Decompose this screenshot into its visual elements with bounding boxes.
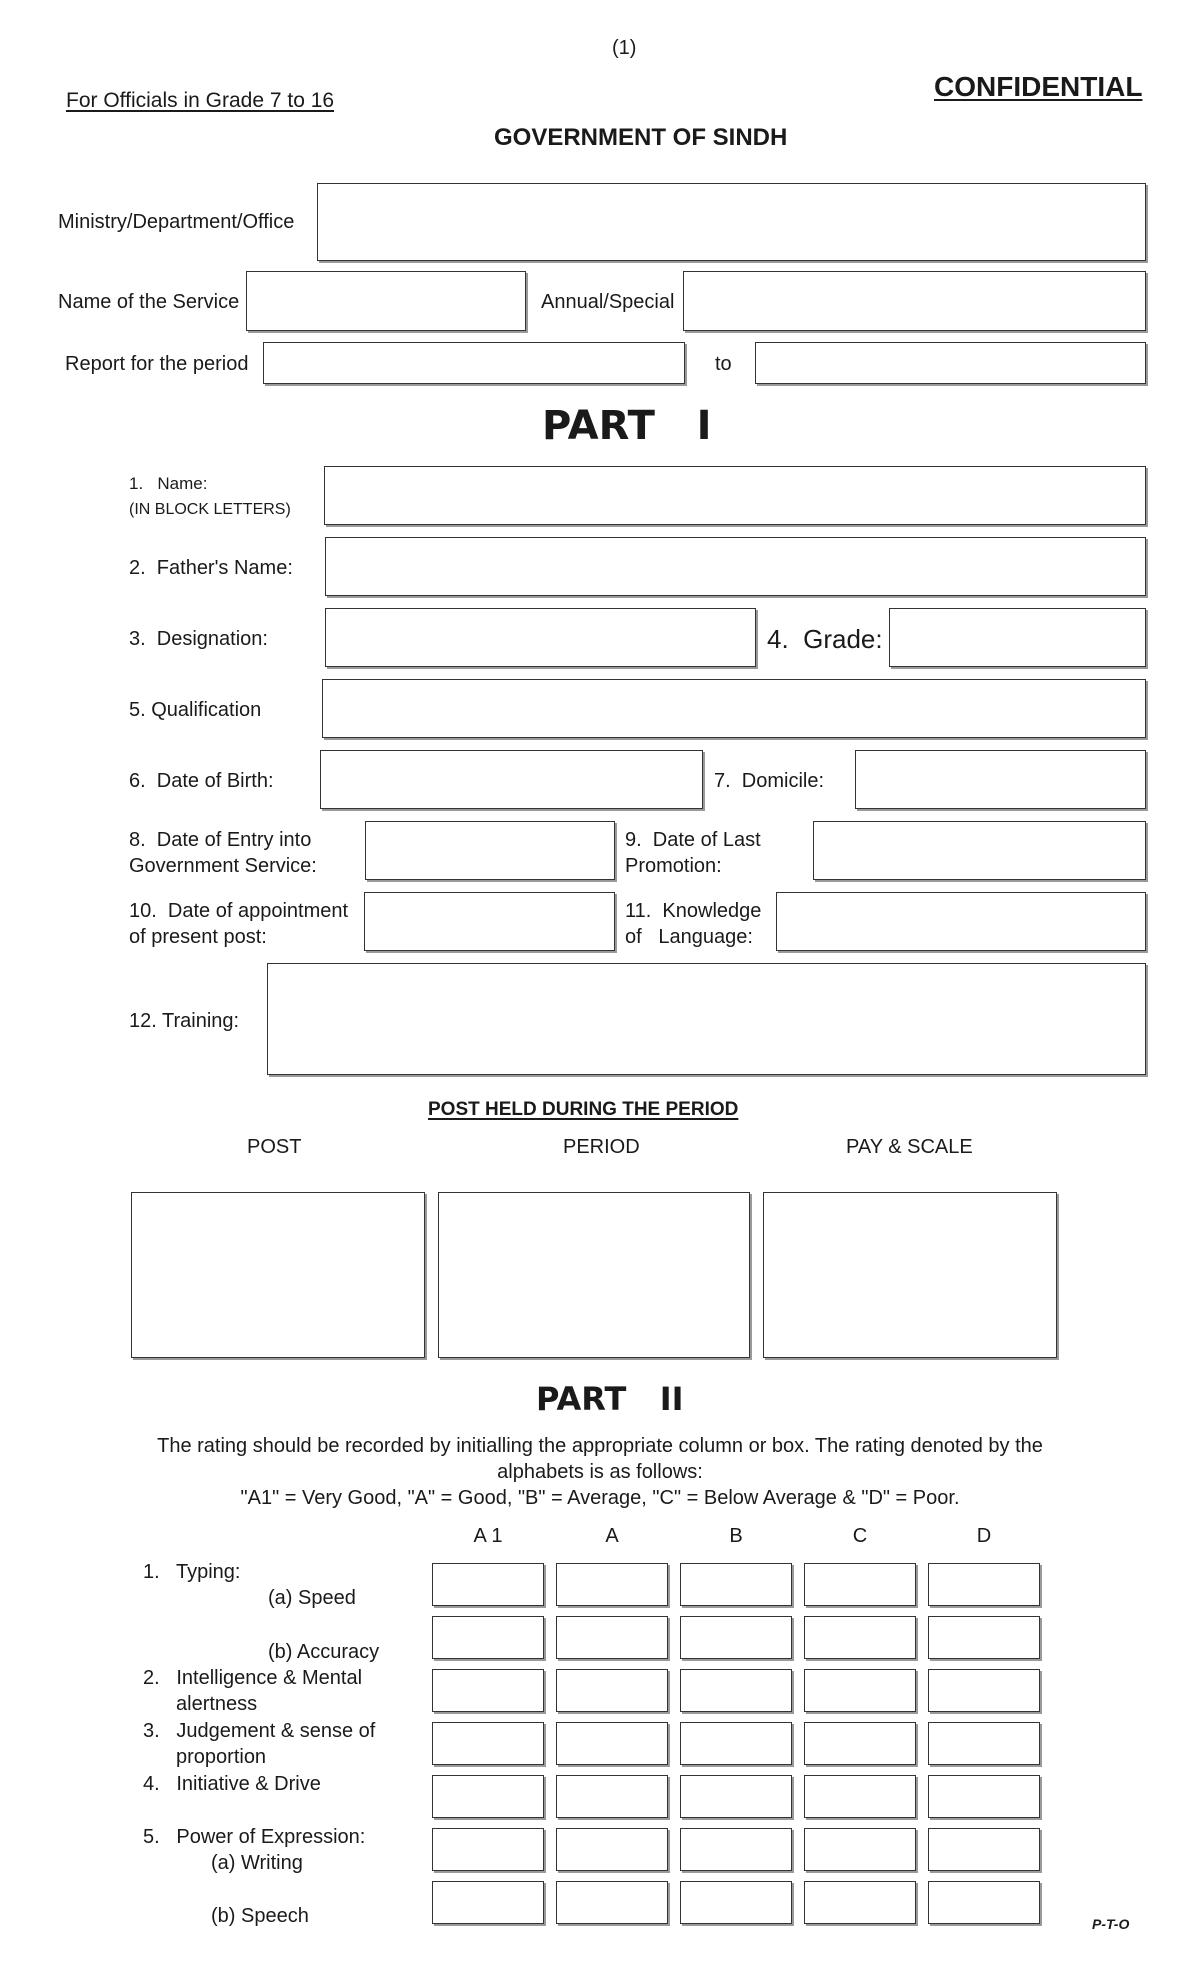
rating-writing-a-box[interactable]	[556, 1828, 668, 1871]
writing-label: (a) Writing	[211, 1852, 303, 1874]
language-field[interactable]	[776, 892, 1146, 951]
rating-judgement-b-box[interactable]	[680, 1722, 792, 1765]
promotion-date-field[interactable]	[813, 821, 1146, 880]
column-d-label: D	[976, 1525, 992, 1547]
rating-accuracy-a1-box[interactable]	[432, 1616, 544, 1659]
annual-special-label: Annual/Special	[541, 291, 675, 313]
accuracy-label: (b) Accuracy	[268, 1641, 380, 1663]
period-field[interactable]	[438, 1192, 750, 1358]
entry-date-field[interactable]	[365, 821, 615, 880]
domicile-field[interactable]	[855, 750, 1146, 809]
pay-scale-column-label: PAY & SCALE	[846, 1136, 973, 1158]
period-column-label: PERIOD	[563, 1136, 640, 1158]
rating-judgement-a1-box[interactable]	[432, 1722, 544, 1765]
entry-label-line2: Government Service:	[129, 855, 317, 877]
rating-writing-d-box[interactable]	[928, 1828, 1040, 1871]
column-c-label: C	[852, 1525, 868, 1547]
designation-label: 3. Designation:	[129, 628, 268, 650]
rating-writing-c-box[interactable]	[804, 1828, 916, 1871]
speed-label: (a) Speed	[268, 1587, 356, 1609]
appointment-label-line2: of present post:	[129, 926, 267, 948]
column-a-label: A	[605, 1525, 619, 1547]
post-field[interactable]	[131, 1192, 425, 1358]
part-one-title: PART I	[542, 403, 712, 449]
government-title: GOVERNMENT OF SINDH	[494, 124, 788, 151]
training-field[interactable]	[267, 963, 1146, 1075]
part-two-title: PART II	[536, 1380, 684, 1418]
appointment-date-field[interactable]	[364, 892, 615, 951]
rating-speech-d-box[interactable]	[928, 1881, 1040, 1924]
instruction-line1: The rating should be recorded by initialling the appropriate column or box. The rating denoted by the	[157, 1435, 1043, 1457]
ministry-label: Ministry/Department/Office	[58, 211, 295, 233]
promotion-label-line1: 9. Date of Last	[625, 829, 761, 851]
period-from-field[interactable]	[263, 342, 685, 384]
service-label: Name of the Service	[58, 291, 240, 313]
rating-intelligence-b-box[interactable]	[680, 1669, 792, 1712]
rating-intelligence-a1-box[interactable]	[432, 1669, 544, 1712]
posts-heading: POST HELD DURING THE PERIOD	[428, 1099, 739, 1120]
pay-scale-field[interactable]	[763, 1192, 1057, 1358]
grade-field[interactable]	[889, 608, 1146, 667]
initiative-label: 4. Initiative & Drive	[143, 1773, 321, 1795]
grade-note: For Officials in Grade 7 to 16	[66, 89, 335, 112]
qualification-label: 5. Qualification	[129, 699, 262, 721]
rating-intelligence-c-box[interactable]	[804, 1669, 916, 1712]
rating-speed-b-box[interactable]	[680, 1563, 792, 1606]
rating-speech-a-box[interactable]	[556, 1881, 668, 1924]
service-field[interactable]	[246, 271, 526, 331]
rating-speed-a-box[interactable]	[556, 1563, 668, 1606]
name-field[interactable]	[324, 466, 1146, 525]
rating-accuracy-a-box[interactable]	[556, 1616, 668, 1659]
rating-accuracy-c-box[interactable]	[804, 1616, 916, 1659]
rating-speed-d-box[interactable]	[928, 1563, 1040, 1606]
column-b-label: B	[729, 1525, 743, 1547]
rating-judgement-c-box[interactable]	[804, 1722, 916, 1765]
rating-speech-b-box[interactable]	[680, 1881, 792, 1924]
rating-writing-a1-box[interactable]	[432, 1828, 544, 1871]
training-label: 12. Training:	[129, 1010, 240, 1032]
ministry-field[interactable]	[317, 183, 1146, 261]
annual-special-field[interactable]	[683, 271, 1146, 331]
expression-label: 5. Power of Expression:	[143, 1826, 366, 1848]
rating-writing-b-box[interactable]	[680, 1828, 792, 1871]
judgement-label-line2: proportion	[176, 1746, 267, 1768]
instruction-line3: "A1" = Very Good, "A" = Good, "B" = Average, "C" = Below Average & "D" = Poor.	[240, 1487, 960, 1509]
dob-field[interactable]	[320, 750, 703, 809]
intelligence-label-line2: alertness	[176, 1693, 258, 1715]
rating-speech-c-box[interactable]	[804, 1881, 916, 1924]
intelligence-label-line1: 2. Intelligence & Mental	[143, 1667, 363, 1689]
rating-initiative-d-box[interactable]	[928, 1775, 1040, 1818]
name-label: 1. Name:	[129, 474, 208, 493]
father-name-label: 2. Father's Name:	[129, 557, 293, 579]
rating-initiative-c-box[interactable]	[804, 1775, 916, 1818]
language-label-line1: 11. Knowledge	[625, 900, 762, 922]
domicile-label: 7. Domicile:	[714, 770, 825, 792]
father-name-field[interactable]	[325, 537, 1146, 596]
rating-speed-c-box[interactable]	[804, 1563, 916, 1606]
rating-accuracy-d-box[interactable]	[928, 1616, 1040, 1659]
rating-initiative-b-box[interactable]	[680, 1775, 792, 1818]
pto-label: P-T-O	[1092, 1916, 1130, 1932]
instruction-line2: alphabets is as follows:	[497, 1461, 703, 1483]
promotion-label-line2: Promotion:	[625, 855, 722, 877]
column-a1-label: A 1	[473, 1525, 503, 1547]
dob-label: 6. Date of Birth:	[129, 770, 274, 792]
judgement-label-line1: 3. Judgement & sense of	[143, 1720, 376, 1742]
rating-initiative-a1-box[interactable]	[432, 1775, 544, 1818]
post-column-label: POST	[247, 1136, 302, 1158]
typing-label: 1. Typing:	[143, 1561, 241, 1583]
rating-speed-a1-box[interactable]	[432, 1563, 544, 1606]
period-to-label: to	[715, 353, 732, 375]
designation-field[interactable]	[325, 608, 756, 667]
confidential-label: CONFIDENTIAL	[934, 71, 1143, 102]
grade-label: 4. Grade:	[767, 624, 883, 654]
speech-label: (b) Speech	[211, 1905, 309, 1927]
page-number: (1)	[612, 37, 637, 59]
rating-intelligence-d-box[interactable]	[928, 1669, 1040, 1712]
language-label-line2: of Language:	[625, 926, 753, 948]
entry-label-line1: 8. Date of Entry into	[129, 829, 312, 851]
period-to-field[interactable]	[755, 342, 1146, 384]
qualification-field[interactable]	[322, 679, 1146, 738]
rating-intelligence-a-box[interactable]	[556, 1669, 668, 1712]
name-note: (IN BLOCK LETTERS)	[129, 501, 291, 518]
appointment-label-line1: 10. Date of appointment	[129, 900, 349, 922]
period-label: Report for the period	[65, 353, 249, 375]
rating-judgement-a-box[interactable]	[556, 1722, 668, 1765]
rating-speech-a1-box[interactable]	[432, 1881, 544, 1924]
rating-initiative-a-box[interactable]	[556, 1775, 668, 1818]
rating-accuracy-b-box[interactable]	[680, 1616, 792, 1659]
rating-judgement-d-box[interactable]	[928, 1722, 1040, 1765]
